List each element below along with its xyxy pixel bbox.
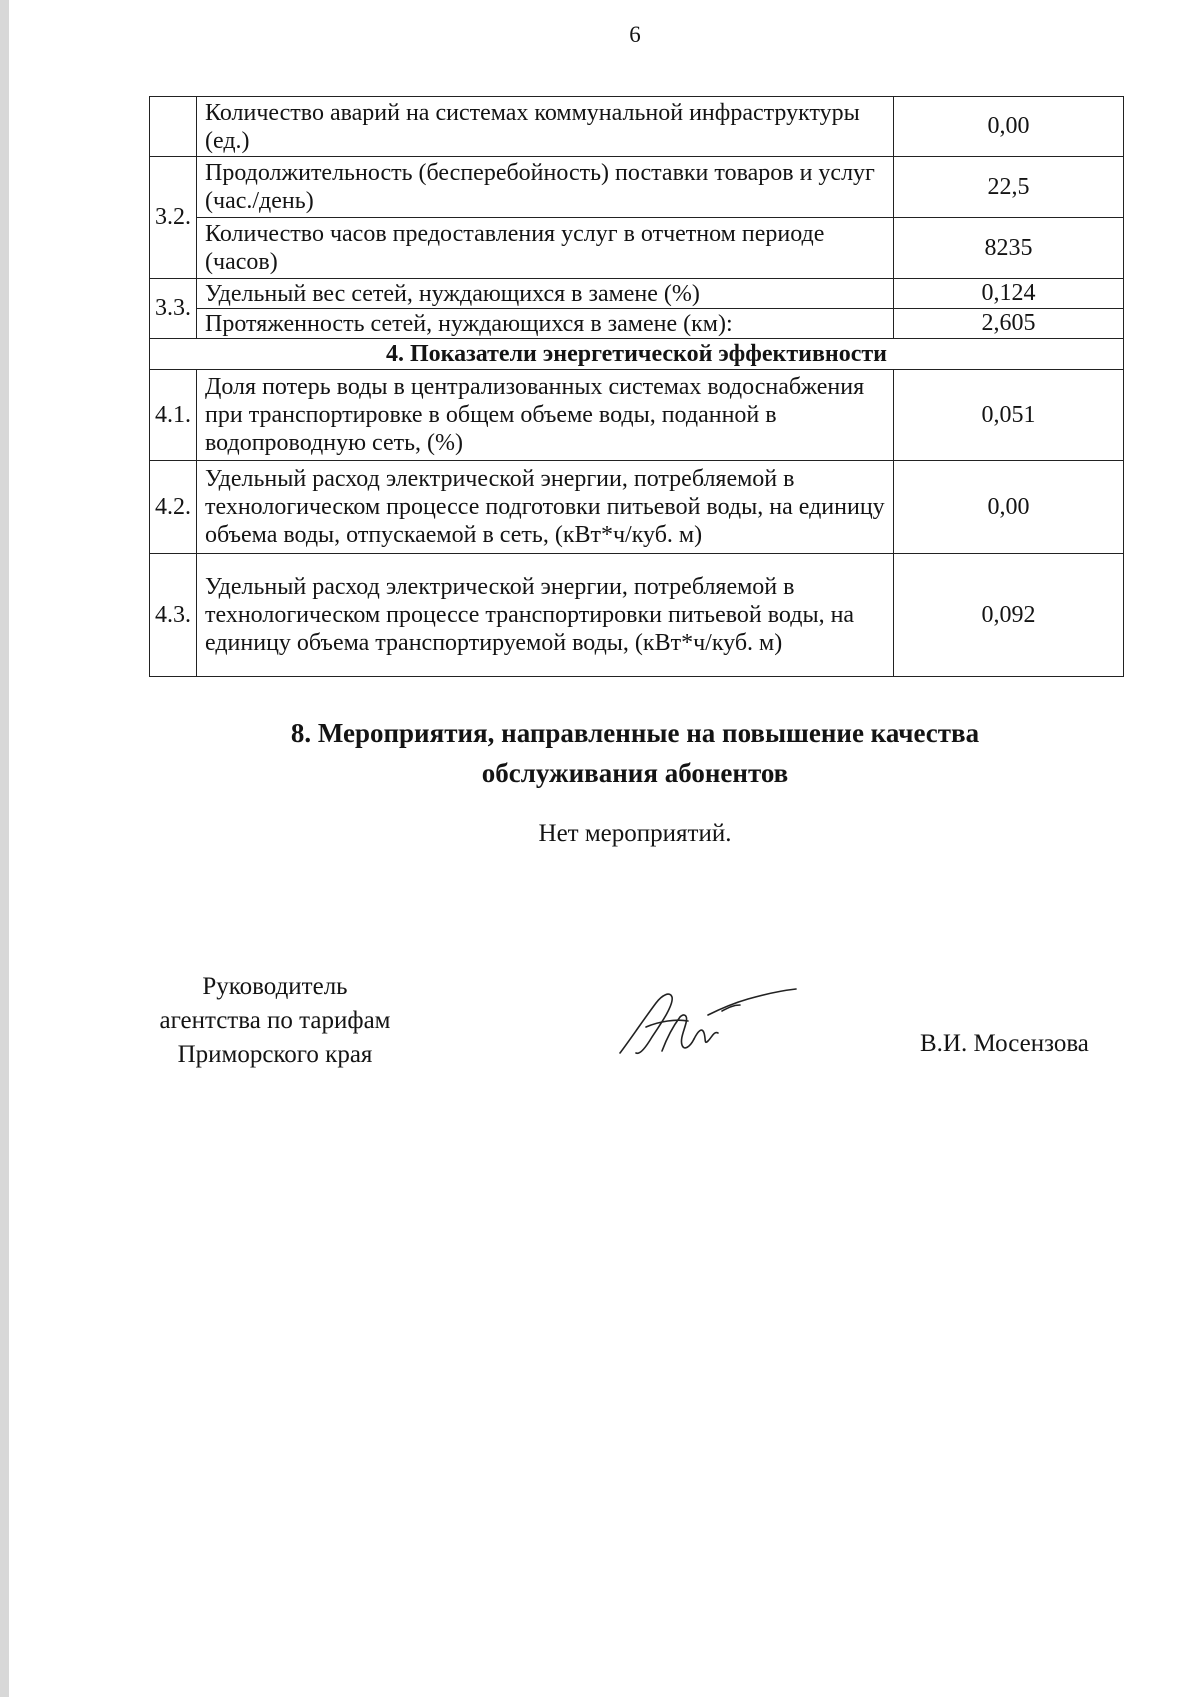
table-row bbox=[150, 309, 1124, 339]
signer-role-line1: Руководитель bbox=[202, 973, 348, 1000]
row-number bbox=[150, 97, 197, 157]
row-description: Количество аварий на системах коммунальной инфраструктуры (ед.) bbox=[197, 97, 894, 157]
table-row bbox=[150, 157, 1124, 218]
indicators-table bbox=[149, 96, 1124, 677]
row-value: 22,5 bbox=[894, 157, 1124, 218]
section-8-title-line1: 8. Мероприятия, направленные на повышение качества bbox=[290, 718, 980, 748]
row-description: Удельный расход электрической энергии, потребляемой в технологическом процессе подготовки питьевой воды, на единицу объема воды, отпускаемой в сеть, (кВт*ч/куб. м) bbox=[197, 461, 894, 554]
signer-role-line2: агентства по тарифам bbox=[159, 1007, 391, 1034]
signer-role-line3: Приморского края bbox=[177, 1041, 373, 1068]
row-description: Продолжительность (бесперебойность) поставки товаров и услуг (час./день) bbox=[197, 157, 894, 218]
row-value: 0,00 bbox=[894, 97, 1124, 157]
scan-edge bbox=[0, 0, 9, 1697]
table-row bbox=[150, 218, 1124, 279]
row-description: Удельный вес сетей, нуждающихся в замене (%) bbox=[197, 279, 894, 309]
row-value: 2,605 bbox=[894, 309, 1124, 339]
row-number: 3.3. bbox=[150, 279, 197, 339]
section-8-body: Нет мероприятий. bbox=[538, 820, 732, 847]
section-header-row bbox=[150, 339, 1124, 370]
table-row bbox=[150, 279, 1124, 309]
row-description: Протяженность сетей, нуждающихся в замене (км): bbox=[197, 309, 894, 339]
section-4-title: 4. Показатели энергетической эффективности bbox=[150, 339, 1124, 370]
signer-role bbox=[140, 970, 410, 1072]
row-description: Доля потерь воды в централизованных системах водоснабжения при транспортировке в общем объеме воды, поданной в водопроводную сеть, (%) bbox=[197, 370, 894, 461]
table-row bbox=[150, 461, 1124, 554]
row-number: 4.1. bbox=[150, 370, 197, 461]
signer-name: В.И. Мосензова bbox=[920, 1030, 1089, 1057]
row-number: 4.3. bbox=[150, 554, 197, 677]
row-value: 0,124 bbox=[894, 279, 1124, 309]
row-value: 8235 bbox=[894, 218, 1124, 279]
section-8-heading bbox=[200, 713, 1070, 793]
table-row bbox=[150, 97, 1124, 157]
row-value: 0,092 bbox=[894, 554, 1124, 677]
section-8-title-line2: обслуживания абонентов bbox=[481, 758, 789, 788]
row-number: 4.2. bbox=[150, 461, 197, 554]
row-description: Удельный расход электрической энергии, потребляемой в технологическом процессе транспортировки питьевой воды, на единицу объема транспортируемой воды, (кВт*ч/куб. м) bbox=[197, 554, 894, 677]
row-value: 0,00 bbox=[894, 461, 1124, 554]
row-number: 3.2. bbox=[150, 157, 197, 279]
handwritten-signature bbox=[610, 975, 810, 1065]
row-description: Количество часов предоставления услуг в отчетном периоде (часов) bbox=[197, 218, 894, 279]
row-value: 0,051 bbox=[894, 370, 1124, 461]
table-row bbox=[150, 370, 1124, 461]
table-row bbox=[150, 554, 1124, 677]
page-number: 6 bbox=[629, 22, 641, 47]
